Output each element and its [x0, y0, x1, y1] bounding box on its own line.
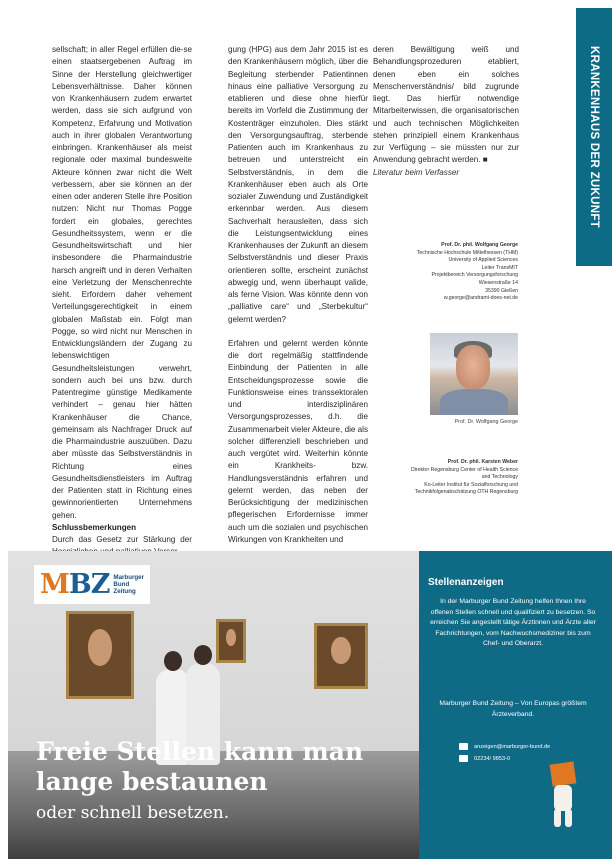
author-line: Direktor Regensburg Center of Health Science: [411, 466, 518, 473]
author-name: Prof. Dr. phil. Karsten Weber: [447, 459, 518, 465]
article-column-3: [373, 44, 519, 179]
contact-email-text: anzeigen@marburger-bund.de: [474, 743, 551, 750]
mbz-logo: [34, 565, 150, 604]
author-line: Ko-Leiter Institut für Sozialforschung und: [424, 481, 518, 488]
paragraph: Durch das Gesetz zur Stärkung der: [52, 535, 192, 544]
paragraph: deren Bewältigung weiß und Behandlungsprozeduren etabliert, denen eben ein solches Menschenverständnis/ bild zugrunde liegt. Das hierfür notwendige Mitarbeiterwissen, die organisatorischen und auch technischen Möglichkeiten stehen prinzipiell einem Krankenhaus zur Verfügung – sie müssten nur zur Anwendung gebracht werden. ■: [373, 45, 519, 165]
article-column-1: [52, 44, 192, 559]
phone-icon: [459, 755, 468, 762]
logo-letter-m: M: [40, 569, 69, 600]
logo-word: Zeitung: [113, 588, 136, 595]
section-band: [576, 8, 612, 266]
section-band-label: KRANKENHAUS DER ZUKUNFT: [588, 46, 601, 228]
panel-text: In der Marburger Bund Zeitung helfen Ihnen Ihre offenen Stellen schnell und qualifiziert zu besetzen. So erreichen Sie angestellt tätige Ärztinnen und Ärzte aller Fachrichtungen, vom Nachwuchsmediziner bis zum Chef- und Oberarzt.: [430, 598, 596, 648]
logo-word: Bund: [113, 581, 130, 588]
author-line: and Technology: [481, 474, 518, 481]
panel-title: Stellenanzeigen: [428, 577, 504, 588]
contact-phone-text: 02234/ 9853-0: [474, 755, 511, 762]
paragraph: sellschaft; in aller Regel erfüllen die-se einen staatsergebenen Auftrag im Sinne der Herstellung gleichwertiger Lebensverhältnisse. Daher können von Krankenhäusern zudem erwartet werden, dass sie sich aufgrund von Kompetenz, Erfahrung und Motivation auch in ihrer globalen Verantwortung einbringen. Krankenhäuser als meist regionale oder maximal bundesweite Akteure können zwar nicht die Welt verbessern, aber sie können an der einen oder anderen Stelle ihre Position nutzen: Nicht nur Thomas Pogge fordert ein globales, gerechtes Gesundheitssystem, wenn er die Gesundheitswirtschaft und hier insbesondere die Pharmaindustrie harsch angreift und in deren Verhalten eine Verletzung der Menschenrechte sieht. Erfordern daher vehement Verteilungsgerechtigkeit in einem globalen Maßstab ein. Folgt man Pogge, so wird nicht nur Menschen in Entwicklungsländern der Zugang zu lebenswichtigen Gesundheitsleistungen verwehrt, sondern auch bei uns bzw. durch Patentregime günstige Medikamente verhindert – genau hier hätten Krankenhäuser die Chance, gemeinsam als Nachfrager Druck auf die Pharmaindustrie auszuüben. Dazu aber müsste das Selbstverständnis in Richtung eines Gesundheitsdienstleisters im Auftrag der Patienten statt in Richtung eines gewinnorientierten Unternehmens gehen.: [52, 45, 192, 520]
author-line: University of Applied Sciences: [448, 257, 518, 264]
photo-caption: Prof. Dr. Wolfgang George: [454, 419, 518, 425]
author-name: Prof. Dr. phil. Wolfgang George: [441, 242, 518, 248]
author-email-link[interactable]: w.george@andrami-does-net.de: [443, 295, 518, 302]
mascot-illustration: [545, 763, 579, 829]
painting: [216, 619, 246, 663]
author-info-1: [368, 242, 518, 303]
painting: [314, 623, 368, 689]
headline-line: lange bestaunen: [36, 767, 268, 796]
ad-info-panel: [419, 551, 612, 859]
contact-email[interactable]: [459, 743, 550, 750]
logo-word: Marburger: [113, 574, 145, 581]
ad-subline: oder schnell besetzen.: [36, 803, 230, 823]
author-info-2: [368, 459, 518, 497]
logo-letters-bz: BZ: [68, 569, 110, 600]
ad-headline: [36, 737, 363, 825]
contact-phone[interactable]: [459, 755, 510, 762]
author-line: Leiter TransMIT: [481, 264, 518, 271]
headline-line: Freie Stellen kann man: [36, 737, 364, 766]
job-ad-banner[interactable]: [8, 551, 612, 859]
author-line: Technische Hochschule Mittelhessen (THM): [416, 249, 518, 256]
subheading: Schlussbemerkungen: [52, 522, 137, 532]
mail-icon: [459, 743, 468, 750]
painting: [66, 611, 134, 699]
author-line: 35390 Gießen: [485, 287, 518, 294]
author-line: Technikfolgenabschätzung OTH Regensburg: [414, 489, 518, 496]
paragraph: Erfahren und gelernt werden könnte die dort regelmäßig stattfindende Einbindung der Patienten in alle Entscheidungsprozesse sowie die Funktionsweise eines transsektoralen und interdisziplinären Versorgungsprozesses, d.h. die Zusammenarbeit vieler Akteure, die als solcher differenziell beschrieben und auch vergütet wird. Weiterhin könnte ein Krankheits- bzw. Handlungsverständnis erfahren und gelernt werden, das neben der Berücksichtigung der medizinischen pflegerischen Erfordernisse immer auch um die sozialen und psychischen Wirkungen von Krankheiten und: [228, 338, 368, 544]
article-column-2: [228, 44, 368, 546]
literature-note: Literatur beim Verfasser: [373, 167, 460, 177]
author-line: Wiesenstraße 14: [478, 279, 518, 286]
author-line: Projektbereich Versorgungsforschung: [431, 272, 518, 279]
logo-wordmark: [113, 574, 144, 595]
panel-text: Marburger Bund Zeitung – Von Europas größtem Ärzteverband.: [439, 700, 587, 718]
paragraph: gung (HPG) aus dem Jahr 2015 ist es den Krankenhäusern möglich, über die Begleitung sterbender Patientinnen hinaus eine palliative Versorgung zu etablieren und diese ohne hierfür bereits im Vorfeld die Zustimmung der Kostenträger einzuholen. Dies stärkt den Versorgungsauftrag, sterbende Patienten auch im Krankenhaus zu betreuen und unterstreicht ein Selbstverständnis, in dem die Krankenhäuser eben auch als Orte sozialer Zuwendung und Zuständigkeit erkennbar werden. Aus diesem Sachverhalt herausleiten, dass sich die Leistungsentwicklung eines Krankenhauses der Zukunft an diesem Selbstverständnis und dieser Praxis orientieren sollte, erscheint zunächst abwegig und, wenn überhaupt valide, als ferne Vision. Was könnte denn von „palliative care“ und „Sterbekultur“ gelernt werden?: [228, 45, 368, 324]
author-photo: [430, 333, 518, 415]
